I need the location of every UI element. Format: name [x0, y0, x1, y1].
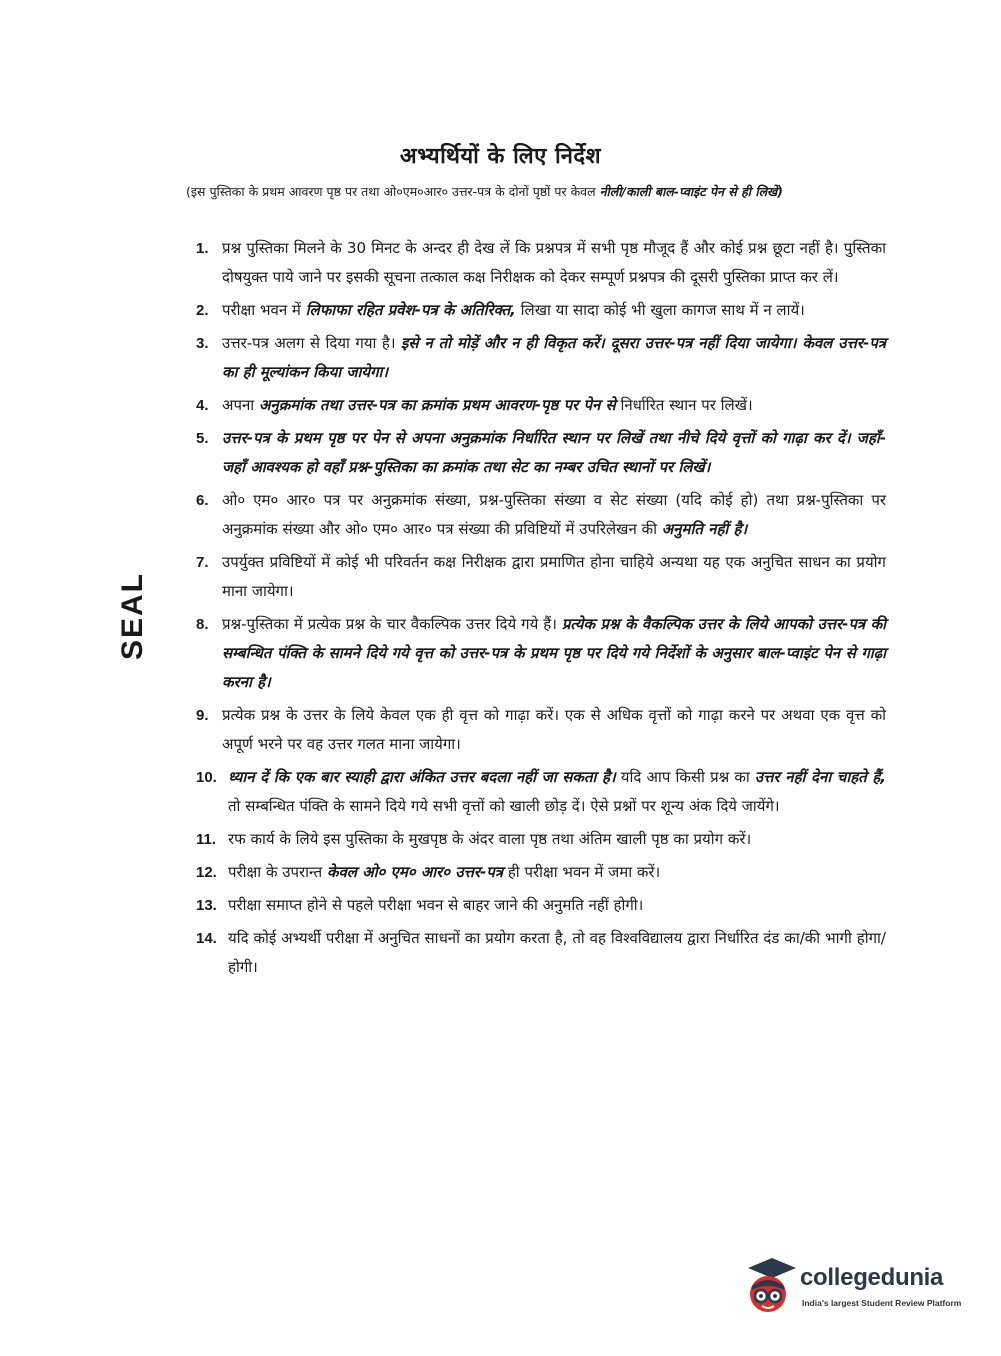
instruction-emphasis: अनुमति नहीं है।	[661, 520, 748, 538]
instruction-text	[222, 548, 886, 606]
instruction-item	[196, 924, 886, 982]
instruction-segment: अपना	[222, 396, 259, 414]
instruction-list	[196, 234, 886, 986]
instruction-item	[196, 391, 886, 420]
instruction-text	[228, 825, 886, 854]
instruction-item	[196, 548, 886, 606]
instruction-segment: लिखा या सादा कोई भी खुला कागज साथ में न लायें।	[515, 301, 805, 319]
seal-label: SEAL	[116, 572, 149, 661]
instruction-item	[196, 296, 886, 325]
instruction-item	[196, 825, 886, 854]
instruction-text	[228, 763, 886, 821]
instruction-text	[228, 891, 886, 920]
instruction-number: 10.	[196, 769, 217, 786]
instruction-segment: उत्तर-पत्र अलग से दिया गया है।	[222, 334, 401, 352]
page-subtitle	[186, 183, 876, 200]
instruction-number: 12.	[196, 864, 217, 881]
instruction-segment: उपर्युक्त प्रविष्टियों में कोई भी परिवर्तन कक्ष निरीक्षक द्वारा प्रमाणित होना चाहिये अन्यथा यह एक अनुचित साधन का प्रयोग माना जायेगा।	[222, 553, 886, 600]
collegedunia-logo	[742, 1254, 972, 1318]
instruction-segment: रफ कार्य के लिये इस पुस्तिका के मुखपृष्ठ के अंदर वाला पृष्ठ तथा अंतिम खाली पृष्ठ का प्रयोग करें।	[228, 830, 752, 848]
instruction-text	[222, 701, 886, 759]
instruction-number: 8.	[196, 616, 209, 633]
brand-name: collegedunia	[800, 1264, 944, 1291]
instruction-item	[196, 891, 886, 920]
instruction-segment: तो सम्बन्धित पंक्ति के सामने दिये गये सभी वृत्तों को खाली छोड़ दें। ऐसे प्रश्नों पर शून्य अंक दिये जायेंगे।	[228, 797, 780, 815]
instruction-number: 14.	[196, 930, 217, 947]
instruction-number: 2.	[196, 302, 209, 319]
instruction-emphasis: उत्तर नहीं देना चाहते हैं,	[754, 768, 886, 786]
instruction-item	[196, 424, 886, 482]
instruction-number: 1.	[196, 240, 209, 257]
instruction-number: 11.	[196, 831, 217, 848]
instruction-item	[196, 610, 886, 697]
instruction-text	[222, 391, 886, 420]
instruction-segment: यदि कोई अभ्यर्थी परीक्षा में अनुचित साधनों का प्रयोग करता है, तो वह विश्वविद्यालय द्वारा निर्धारित दंड का/की भागी होगा/होगी।	[228, 929, 886, 976]
instruction-segment: ओ० एम० आर० पत्र पर अनुक्रमांक संख्या, प्रश्न-पुस्तिका संख्या व सेट संख्या (यदि कोई हो) तथा प्रश्न-पुस्तिका पर अनुक्रमांक संख्या और ओ० एम० आर० पत्र संख्या की प्रविष्टियों में उपरिलेखन की	[222, 491, 886, 538]
instruction-segment: परीक्षा समाप्त होने से पहले परीक्षा भवन से बाहर जाने की अनुमति नहीं होगी।	[228, 896, 644, 914]
instruction-item	[196, 858, 886, 887]
instruction-segment: ही परीक्षा भवन में जमा करें।	[503, 863, 661, 881]
subtitle-text: (इस पुस्तिका के प्रथम आवरण पृष्ठ पर तथा ओ०एम०आर० उत्तर-पत्र के दोनों पृष्ठों पर केवल	[186, 184, 600, 199]
page-title: अभ्यर्थियों के लिए निर्देश	[399, 144, 602, 169]
instruction-number: 13.	[196, 897, 217, 914]
instruction-emphasis: अनुक्रमांक तथा उत्तर-पत्र का क्रमांक प्रथम आवरण-पृष्ठ पर पेन से	[258, 396, 616, 414]
instruction-emphasis: लिफाफा रहित प्रवेश-पत्र के अतिरिक्त,	[305, 301, 516, 319]
instruction-segment: यदि आप किसी प्रश्न का	[615, 768, 755, 786]
instruction-number: 3.	[196, 335, 209, 352]
instruction-text	[222, 296, 886, 325]
instruction-emphasis: केवल ओ० एम० आर० उत्तर-पत्र	[326, 863, 504, 881]
instruction-item	[196, 234, 886, 292]
instruction-emphasis: प्रत्येक प्रश्न के वैकल्पिक उत्तर के लिये आपको उत्तर-पत्र की सम्बन्धित पंक्ति के सामने दिये गये वृत्त को उत्तर-पत्र के प्रथम पृष्ठ पर दिये गये निर्देशों के अनुसार बाल-प्वाइंट पेन से गाढ़ा करना है।	[222, 615, 887, 691]
instruction-text	[222, 424, 886, 482]
instruction-number: 4.	[196, 397, 209, 414]
instruction-number: 5.	[196, 430, 209, 447]
instruction-number: 6.	[196, 492, 209, 509]
instruction-segment: प्रश्न पुस्तिका मिलने के 30 मिनट के अन्दर ही देख लें कि प्रश्नपत्र में सभी पृष्ठ मौजूद हैं और कोई प्रश्न छूटा नहीं है। पुस्तिका दोषयुक्त पाये जाने पर इसकी सूचना तत्काल कक्ष निरीक्षक को देकर सम्पूर्ण प्रश्नपत्र की दूसरी पुस्तिका प्राप्त कर लें।	[222, 239, 886, 286]
instruction-segment: प्रत्येक प्रश्न के उत्तर के लिये केवल एक ही वृत्त को गाढ़ा करें। एक से अधिक वृत्तों को गाढ़ा करने पर अथवा एक वृत्त को अपूर्ण भरने पर वह उत्तर गलत माना जायेगा।	[222, 706, 886, 753]
instruction-item	[196, 329, 886, 387]
subtitle-emphasis: नीली/काली बाल-प्वाइंट पेन से ही लिखें)	[599, 184, 783, 199]
brand-tagline: India's largest Student Review Platform	[802, 1298, 962, 1308]
instruction-emphasis: इसे न तो मोड़ें और न ही विकृत करें। दूसरा उत्तर-पत्र नहीं दिया जायेगा। केवल उत्तर-पत्र का ही मूल्यांकन किया जायेगा।	[222, 334, 886, 381]
instruction-text	[222, 234, 886, 292]
instruction-segment: निर्धारित स्थान पर लिखें।	[615, 396, 753, 414]
instruction-item	[196, 701, 886, 759]
instruction-item	[196, 486, 886, 544]
instruction-text	[222, 486, 886, 544]
instruction-text	[222, 610, 886, 697]
instruction-emphasis: ध्यान दें कि एक बार स्याही द्वारा अंकित उत्तर बदला नहीं जा सकता है।	[228, 768, 616, 786]
instruction-segment: परीक्षा के उपरान्त	[228, 863, 327, 881]
instruction-text	[228, 858, 886, 887]
instruction-item	[196, 763, 886, 821]
instruction-emphasis: उत्तर-पत्र के प्रथम पृष्ठ पर पेन से अपना अनुक्रमांक निर्धारित स्थान पर लिखें तथा नीचे दिये वृत्तों को गाढ़ा कर दें। जहाँ-जहाँ आवश्यक हो वहाँ प्रश्न-पुस्तिका का क्रमांक तथा सेट का नम्बर उचित स्थानों पर लिखें।	[222, 429, 886, 476]
instruction-number: 9.	[196, 707, 209, 724]
mascot-icon	[742, 1254, 798, 1316]
instruction-segment: परीक्षा भवन में	[222, 301, 306, 319]
instruction-text	[222, 329, 886, 387]
instruction-segment: प्रश्न-पुस्तिका में प्रत्येक प्रश्न के चार वैकल्पिक उत्तर दिये गये हैं।	[222, 615, 562, 633]
instruction-text	[228, 924, 886, 982]
instruction-number: 7.	[196, 554, 209, 571]
